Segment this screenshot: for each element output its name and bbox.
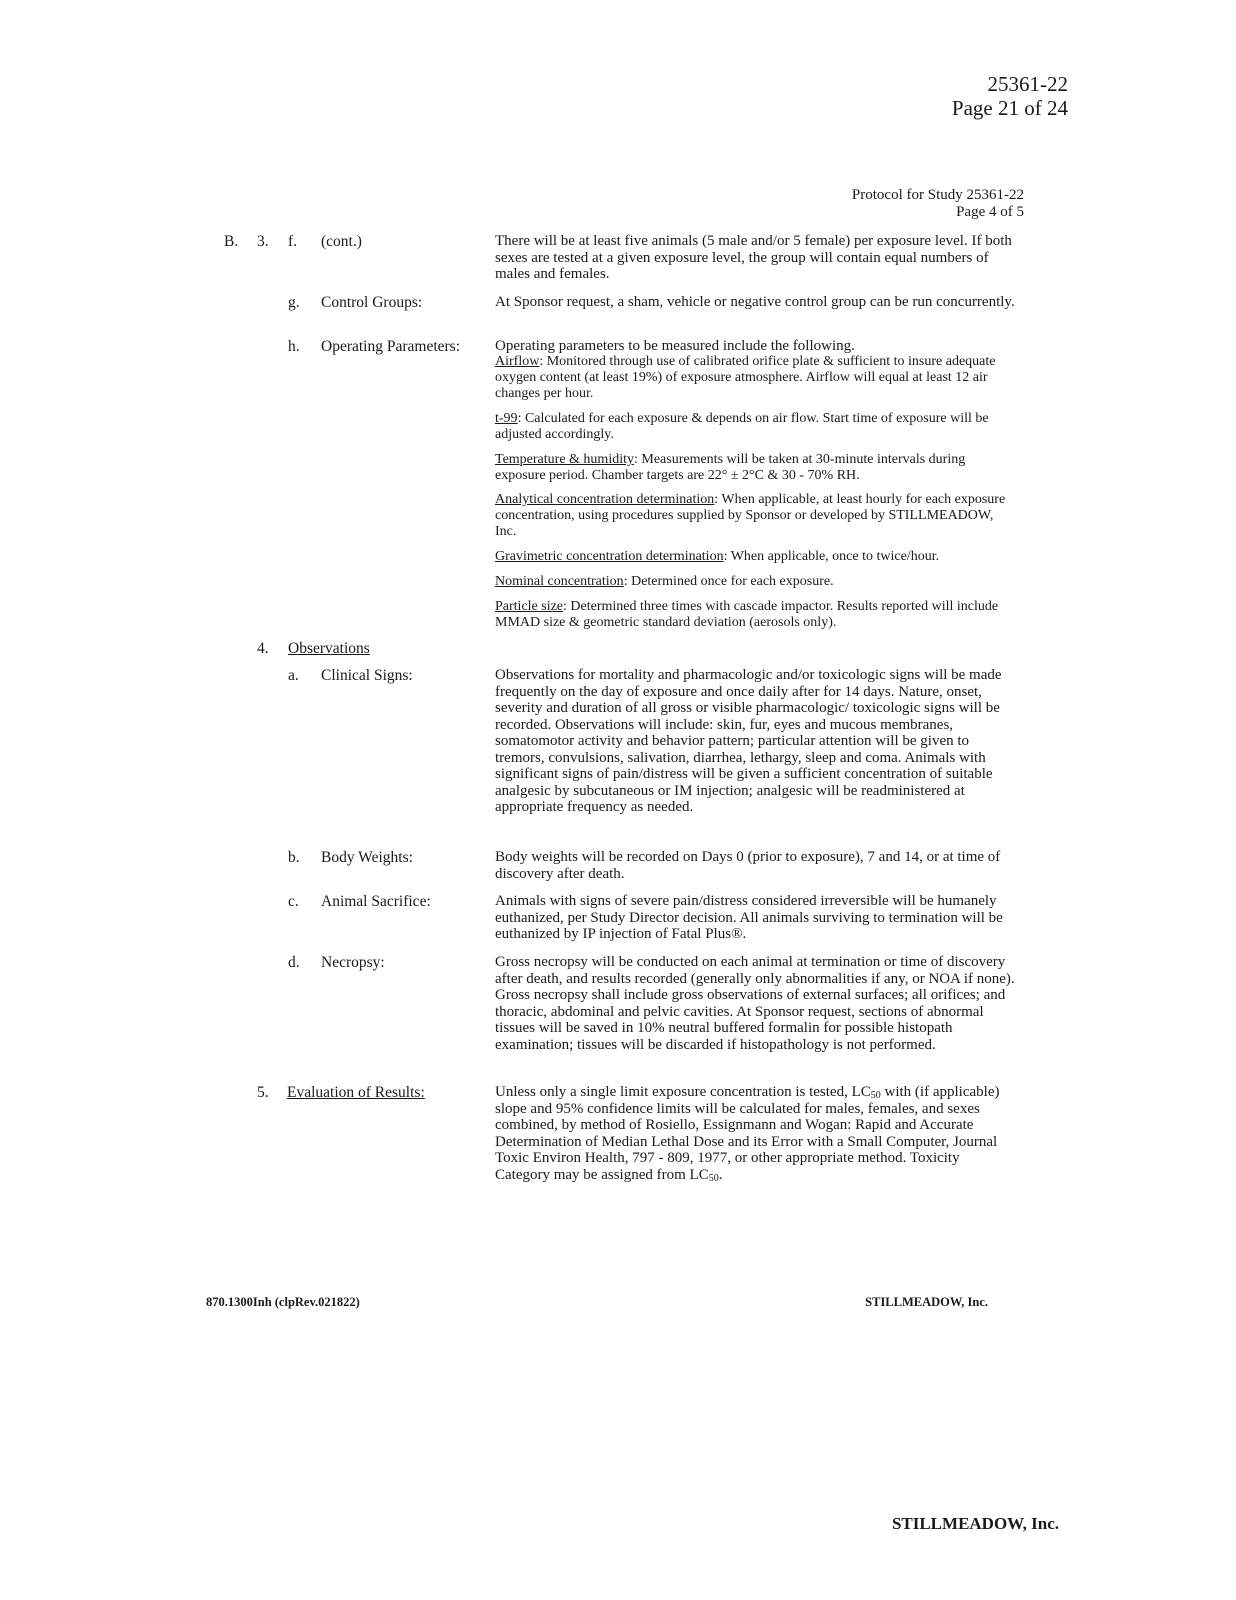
item-label-c: Animal Sacrifice: [321, 893, 431, 910]
param-particle-text: : Determined three times with cascade impactor. Results reported will include MMAD size & geometric standard deviation (aerosols only). [495, 599, 999, 630]
item-text-g: At Sponsor request, a sham, vehicle or negative control group can be run concurrently. [495, 294, 1015, 310]
param-gravimetric [495, 549, 1015, 565]
item-letter-a: a. [288, 667, 299, 684]
param-t99-text: : Calculated for each exposure & depends on air flow. Start time of exposure will be adjusted accordingly. [495, 411, 989, 442]
param-particle [495, 599, 1015, 631]
evaluation-title: Evaluation of Results: [287, 1084, 425, 1101]
param-temperature-term: Temperature & humidity [495, 452, 634, 467]
item-label-h: Operating Parameters: [321, 338, 461, 355]
param-analytical-text: : When applicable, at least hourly for each exposure concentration, using procedures supplied by Sponsor or developed by STILLMEADOW, Inc. [495, 492, 1006, 539]
item-text-d: Gross necropsy will be conducted on each animal at termination or time of discovery after death, and results recorded (generally only abnormalities if any, or NOA if none). Gross necropsy shall include gross observations of external surfaces; all orifices; and thoracic, abdominal and pelvic cavities. At Sponsor request, sections of abnormal tissues will be saved in 10% neutral buffered formalin for possible histopath examination; tissues will be discarded if histopathology is not performed. [495, 954, 1015, 1053]
section-number-4: 4. [257, 640, 269, 657]
item-text-a: Observations for mortality and pharmacologic and/or toxicologic signs will be made frequently on the day of exposure and once daily after for 14 days. Nature, onset, severity and duration of all gross or visible pharmacologic/ toxicologic signs will be recorded. Observations will include: skin, fur, eyes and mucous membranes, somatomotor activity and behavior pattern; particular attention will be given to tremors, convulsions, salivation, diarrhea, lethargy, sleep and coma. Animals with significant signs of pain/distress will be given a sufficient concentration of suitable analgesic by subcutaneous or IM injection; analgesic will be readministered at appropriate frequency as needed. [495, 667, 1002, 815]
param-nominal-text: : Determined once for each exposure. [623, 574, 834, 589]
item-text-f: There will be at least five animals (5 male and/or 5 female) per exposure level. If both sexes are tested at a given exposure level, the group will contain equal numbers of males and females. [495, 233, 1012, 282]
param-gravimetric-term: Gravimetric concentration determination [495, 549, 724, 564]
param-nominal-term: Nominal concentration [495, 574, 624, 589]
observations-title: Observations [288, 640, 370, 657]
item-label-a: Clinical Signs: [321, 667, 413, 684]
item-label-d: Necropsy: [321, 954, 385, 971]
document-number: 25361-22 [987, 72, 1068, 96]
param-temperature-text: : Measurements will be taken at 30-minute intervals during exposure period. Chamber targets are 22° ± 2°C & 30 - 70% RH. [495, 452, 966, 483]
item-label-b: Body Weights: [321, 849, 413, 866]
param-gravimetric-text: : When applicable, once to twice/hour. [723, 549, 940, 564]
protocol-study: Protocol for Study 25361-22 [851, 187, 1024, 203]
evaluation-text [495, 1084, 1015, 1183]
param-airflow-text: : Monitored through use of calibrated orifice plate & sufficient to insure adequate oxygen content (at least 19%) of exposure atmosphere. Airflow will equal at least 12 air changes per hour. [495, 354, 996, 401]
param-analytical [495, 492, 1015, 540]
param-airflow-term: Airflow [495, 354, 540, 369]
item-text-b: Body weights will be recorded on Days 0 (prior to exposure), 7 and 14, or at time of discovery after death. [495, 849, 1001, 882]
item-label-f: (cont.) [321, 233, 362, 250]
param-particle-term: Particle size [495, 599, 564, 614]
footer-company: STILLMEADOW, Inc. [865, 1295, 988, 1309]
evaluation-text-pre: Unless only a single limit exposure concentration is tested, LC [495, 1084, 871, 1100]
brand-name: STILLMEADOW, Inc. [891, 1514, 1059, 1533]
item-letter-h: h. [288, 338, 300, 355]
param-t99 [495, 411, 1015, 443]
item-letter-b: b. [288, 849, 300, 866]
lc50-subscript: 50 [708, 1172, 719, 1184]
item-letter-g: g. [288, 294, 300, 311]
item-text-c: Animals with signs of severe pain/distress considered irreversible will be humanely euthanized, per Study Director decision. All animals surviving to termination will be euthanized by IP injection of Fatal Plus®. [495, 893, 1003, 942]
operating-intro: Operating parameters to be measured include the following. [495, 338, 855, 354]
section-letter: B. [224, 233, 239, 250]
item-letter-f: f. [288, 233, 298, 250]
section-number-5: 5. [257, 1084, 269, 1101]
param-temperature [495, 452, 1015, 484]
page-number: Page 21 of 24 [951, 96, 1068, 120]
param-nominal [495, 574, 1015, 590]
evaluation-text-mid: with (if applicable) slope and 95% confidence limits will be calculated for males, females, and sexes combined, by method of Rosiello, Essignmann and Wogan: Rapid and Accurate Determination of Median Lethal Dose and its Error with a Small Computer, Journal Toxic Environ Health, 797 - 809, 1977, or other appropriate method. Toxicity Category may be assigned from LC [495, 1084, 1000, 1183]
section-number: 3. [257, 233, 269, 250]
footer-form-number: 870.1300Inh (clpRev.021822) [206, 1295, 360, 1309]
protocol-header [852, 187, 1024, 221]
protocol-page: Page 4 of 5 [956, 204, 1024, 220]
item-letter-d: d. [288, 954, 300, 971]
item-letter-c: c. [288, 893, 299, 910]
item-label-g: Control Groups: [321, 294, 423, 311]
document-header [952, 72, 1068, 120]
param-airflow [495, 354, 1015, 402]
param-analytical-term: Analytical concentration determination [495, 492, 715, 507]
lc50-subscript: 50 [870, 1090, 881, 1101]
param-t99-term: t-99 [495, 411, 518, 426]
evaluation-text-end: . [718, 1166, 723, 1183]
